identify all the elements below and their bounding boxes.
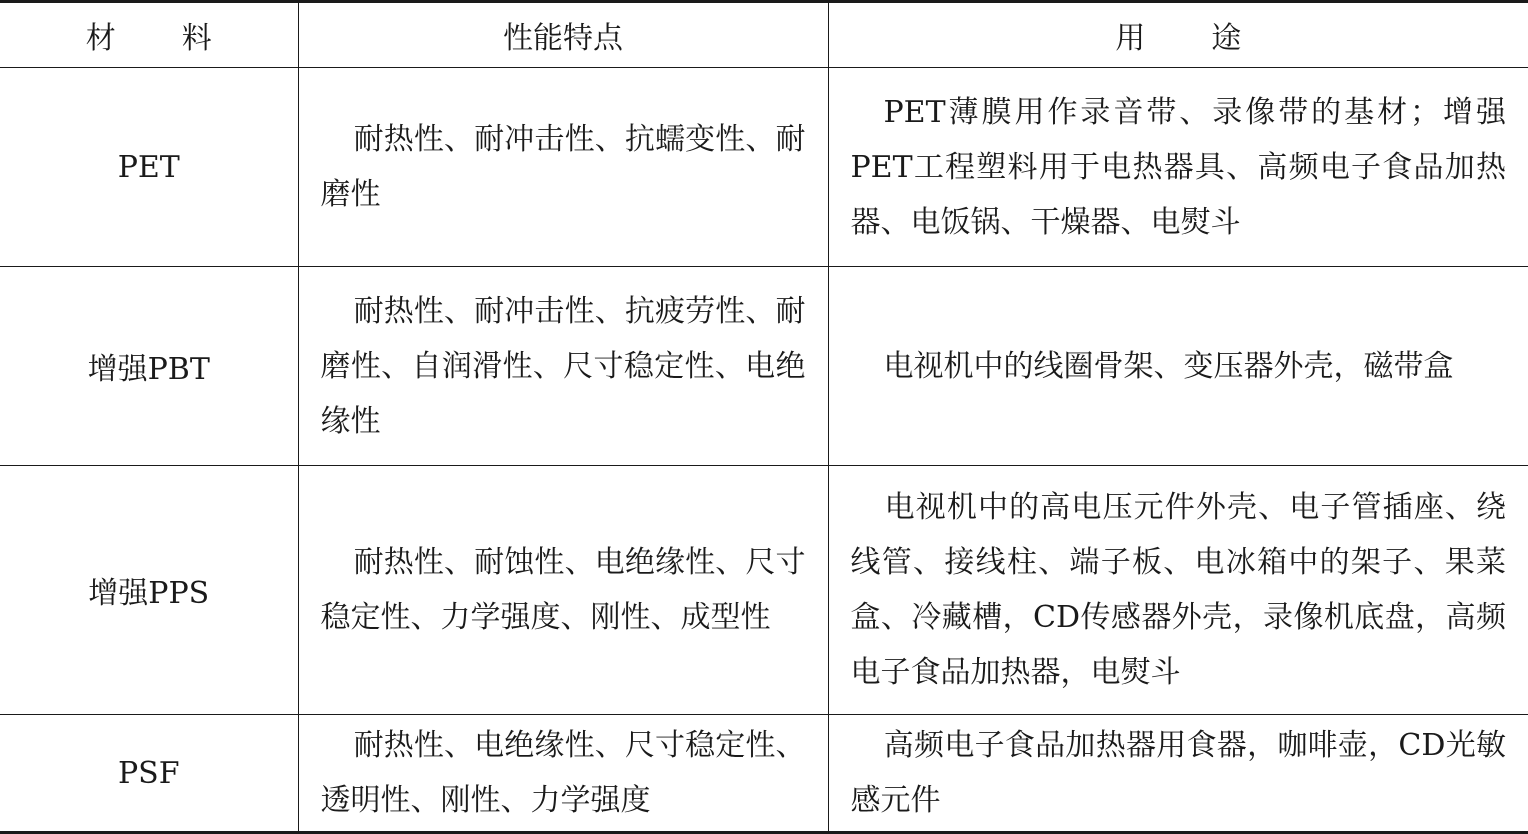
properties-cell — [298, 68, 828, 267]
table-row — [0, 466, 1528, 715]
uses-text: 高频电子食品加热器用食器，咖啡壶，CD光敏感元件 — [850, 728, 1506, 818]
properties-cell — [298, 267, 828, 466]
material-cell: 增强PBT — [0, 267, 298, 466]
header-material: 材料 — [0, 2, 298, 68]
properties-text: 耐热性、耐冲击性、抗疲劳性、耐磨性、自润滑性、尺寸稳定性、电绝缘性 — [320, 293, 806, 439]
header-properties: 性能特点 — [298, 2, 828, 68]
uses-cell — [828, 715, 1528, 833]
material-cell: PET — [0, 68, 298, 267]
properties-text: 耐热性、电绝缘性、尺寸稳定性、透明性、刚性、力学强度 — [320, 728, 806, 818]
uses-cell — [828, 466, 1528, 715]
uses-text: 电视机中的高电压元件外壳、电子管插座、绕线管、接线柱、端子板、电冰箱中的架子、果菜盒、冷藏槽，CD传感器外壳，录像机底盘，高频电子食品加热器，电熨斗 — [850, 490, 1506, 690]
table-row — [0, 715, 1528, 833]
table-row — [0, 68, 1528, 267]
uses-cell — [828, 68, 1528, 267]
properties-text: 耐热性、耐蚀性、电绝缘性、尺寸稳定性、力学强度、刚性、成型性 — [320, 545, 806, 635]
material-cell: 增强PPS — [0, 466, 298, 715]
properties-text: 耐热性、耐冲击性、抗蠕变性、耐磨性 — [320, 122, 806, 212]
uses-text: 电视机中的线圈骨架、变压器外壳，磁带盒 — [883, 348, 1454, 384]
uses-cell — [828, 267, 1528, 466]
properties-cell — [298, 466, 828, 715]
header-uses: 用途 — [828, 2, 1528, 68]
material-cell: PSF — [0, 715, 298, 833]
table-row — [0, 267, 1528, 466]
properties-cell — [298, 715, 828, 833]
header-row — [0, 2, 1528, 68]
uses-text: PET薄膜用作录音带、录像带的基材；增强PET工程塑料用于电热器具、高频电子食品加热器、电饭锅、干燥器、电熨斗 — [850, 94, 1506, 240]
